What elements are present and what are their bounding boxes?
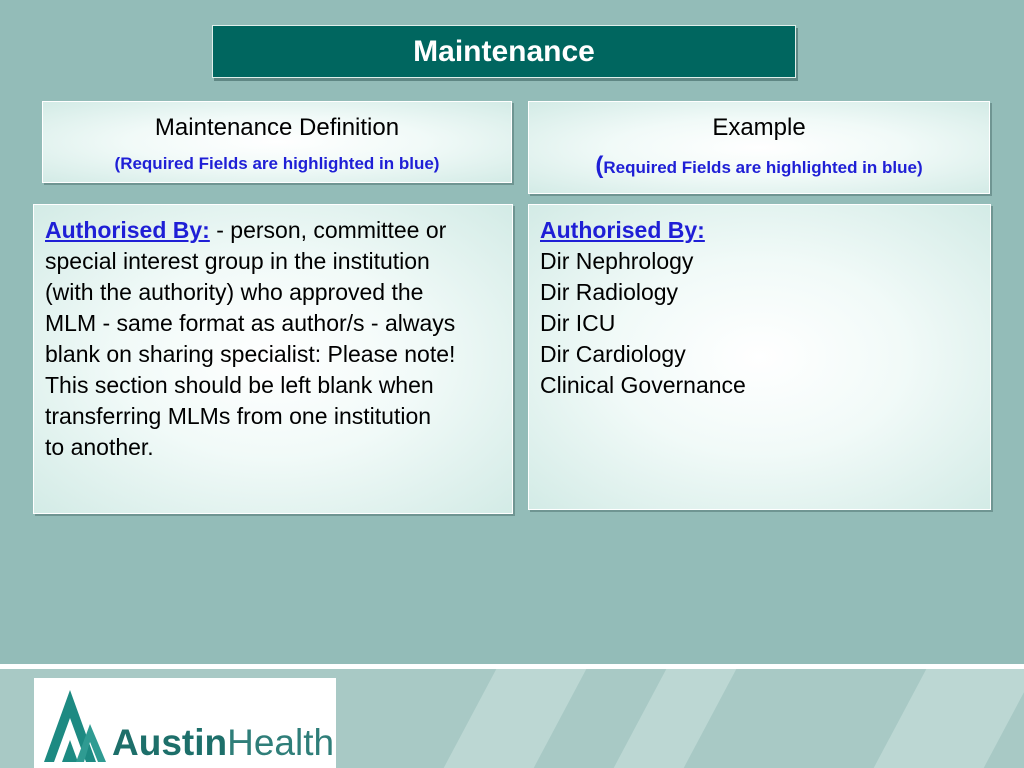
example-text — [540, 215, 990, 401]
example-item: Clinical Governance — [540, 372, 746, 398]
footer-band — [0, 669, 1024, 768]
definition-line-5: blank on sharing specialist: Please note! — [45, 341, 456, 367]
definition-body — [33, 204, 513, 514]
definition-line-6: This section should be left blank when — [45, 372, 434, 398]
note-text: Required Fields are highlighted in blue) — [603, 158, 923, 177]
authorised-by-label: Authorised By: — [45, 217, 210, 243]
example-item: Dir ICU — [540, 310, 616, 336]
logo-word-health: Health — [227, 722, 335, 763]
required-fields-note: (Required Fields are highlighted in blue) — [114, 154, 440, 173]
example-body — [528, 204, 991, 510]
definition-header-title: Maintenance Definition — [154, 114, 400, 141]
definition-header — [42, 101, 512, 183]
slide-title-text: Maintenance — [413, 34, 595, 68]
note-open-paren: ( — [595, 152, 604, 179]
example-item: Dir Cardiology — [540, 341, 686, 367]
logo-word-austin: Austin — [112, 722, 228, 763]
example-authorised-by-label: Authorised By: — [540, 217, 705, 243]
definition-text — [45, 215, 512, 463]
definition-line-3: (with the authority) who approved the — [45, 279, 424, 305]
decorative-swoosh — [874, 669, 1024, 768]
definition-line-8: to another. — [45, 434, 154, 460]
definition-line-4: MLM - same format as author/s - always — [45, 310, 456, 336]
definition-line-2: special interest group in the institution — [45, 248, 430, 274]
decorative-swoosh — [444, 669, 587, 768]
example-item: Dir Radiology — [540, 279, 679, 305]
logo-wordmark — [112, 722, 334, 764]
definition-line-text: - person, committee or — [209, 217, 447, 243]
example-header — [528, 101, 990, 194]
example-item: Dir Nephrology — [540, 248, 694, 274]
definition-line-1 — [45, 215, 512, 246]
example-required-fields-note — [529, 152, 989, 180]
slide-title — [212, 25, 796, 78]
austin-health-logo — [34, 678, 336, 768]
decorative-swoosh — [614, 669, 737, 768]
example-header-title: Example — [712, 114, 806, 141]
austin-health-mountain-icon — [42, 684, 112, 764]
definition-line-7: transferring MLMs from one institution — [45, 403, 432, 429]
